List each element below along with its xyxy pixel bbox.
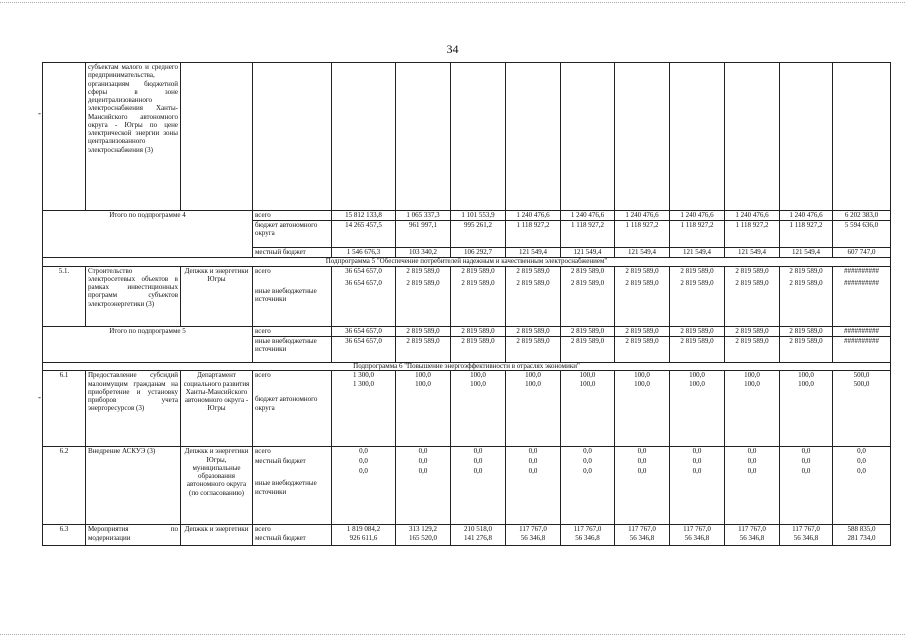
value-cell: 36 654 657,0 <box>332 336 396 362</box>
value-cell: 117 767,0 56 346,8 <box>615 525 670 546</box>
value-cell: 1 240 476,6 <box>725 211 780 221</box>
value-cell: 1 118 927,2 <box>725 221 780 248</box>
value-cell: 117 767,0 56 346,8 <box>725 525 780 546</box>
value-cell: 103 340,2 <box>396 248 451 258</box>
value-cell: 106 292,7 <box>451 248 506 258</box>
value-cell: 2 819 589,0 <box>561 326 615 336</box>
source-label: иные внебюджетные источники <box>255 479 317 496</box>
value-cell: ########## ########## <box>833 266 891 326</box>
value-cell: 100,0 100,0 <box>725 371 780 447</box>
value-cell: 100,0 100,0 <box>451 371 506 447</box>
total-label: Итого по подпрограмме 4 <box>43 211 253 258</box>
value-cell: 100,0 100,0 <box>506 371 561 447</box>
executor-cell: Депжкк и энергетики <box>181 525 253 546</box>
value-cell: 2 819 589,0 <box>506 336 561 362</box>
value-cell: ########## <box>833 336 891 362</box>
value-cell: 0,0 0,0 0,0 <box>561 447 615 525</box>
scan-edge-bottom <box>0 634 905 636</box>
value-cell: 2 819 589,0 2 819 589,0 <box>780 266 833 326</box>
activity-name: Строительство электросетевых объектов в рамках инвестиционных программ субъектов электроэнергетики (3) <box>86 266 181 326</box>
source-label: местный бюджет <box>255 457 306 466</box>
value-cell: 121 549,4 <box>561 248 615 258</box>
value-cell: 0,0 0,0 0,0 <box>670 447 725 525</box>
table-row <box>43 371 891 447</box>
value-cell: 6 202 383,0 <box>833 211 891 221</box>
source-cell <box>253 266 332 326</box>
value-cell: 313 129,2 165 520,0 <box>396 525 451 546</box>
value-cell: 0,0 0,0 0,0 <box>833 447 891 525</box>
activity-name: Мероприятия по модернизации <box>86 525 181 546</box>
value-cell: 5 594 636,0 <box>833 221 891 248</box>
value-cell: 121 549,4 <box>780 248 833 258</box>
source-cell: всего <box>253 326 332 336</box>
value-cell: 117 767,0 56 346,8 <box>780 525 833 546</box>
scan-edge-top <box>0 2 905 4</box>
source-cell: иные внебюджетные источники <box>253 336 332 362</box>
value-cell: 100,0 100,0 <box>396 371 451 447</box>
table-row <box>43 258 891 267</box>
activity-name: Предоставление субсидий малоимущим гражданам на приобретение и установку приборов учета энергоресурсов (3) <box>86 371 181 447</box>
value-cell: 15 812 133,8 <box>332 211 396 221</box>
value-cell: 2 819 589,0 <box>506 326 561 336</box>
value-cell: ########## <box>833 326 891 336</box>
source-label: всего <box>255 266 271 275</box>
value-cell: 1 819 084,2 926 611,6 <box>332 525 396 546</box>
table-row <box>43 525 891 546</box>
value-cell: 2 819 589,0 <box>615 326 670 336</box>
value-cell: 0,0 0,0 0,0 <box>451 447 506 525</box>
value-cell: 2 819 589,0 2 819 589,0 <box>561 266 615 326</box>
value-cell: 2 819 589,0 <box>451 336 506 362</box>
value-cell: 2 819 589,0 <box>670 326 725 336</box>
value-cell: 100,0 100,0 <box>780 371 833 447</box>
total-label: Итого по подпрограмме 5 <box>43 326 253 362</box>
value-cell: 2 819 589,0 <box>725 326 780 336</box>
source-label: бюджет автономного округа <box>255 395 318 412</box>
source-cell: местный бюджет <box>253 248 332 258</box>
code-cell: 6.1 <box>43 371 86 447</box>
value-cell: 2 819 589,0 <box>396 336 451 362</box>
source-cell <box>253 63 332 211</box>
value-cell: 1 240 476,6 <box>561 211 615 221</box>
value-cell: 2 819 589,0 <box>561 336 615 362</box>
value-cell: 1 240 476,6 <box>615 211 670 221</box>
value-cell: 2 819 589,0 2 819 589,0 <box>670 266 725 326</box>
value-cell: 100,0 100,0 <box>670 371 725 447</box>
table-row <box>43 266 891 326</box>
value-cell: 2 819 589,0 <box>725 336 780 362</box>
value-cell: 0,0 0,0 0,0 <box>615 447 670 525</box>
value-cell: 121 549,4 <box>670 248 725 258</box>
value-cell: 607 747,0 <box>833 248 891 258</box>
source-label: всего <box>255 371 271 380</box>
value-cell: 0,0 0,0 0,0 <box>506 447 561 525</box>
value-cell: 0,0 0,0 0,0 <box>332 447 396 525</box>
budget-table <box>42 62 891 546</box>
executor-cell <box>181 63 253 211</box>
value-cell: 1 240 476,6 <box>670 211 725 221</box>
value-cell: 2 819 589,0 <box>615 336 670 362</box>
value-cell: 2 819 589,0 2 819 589,0 <box>615 266 670 326</box>
value-cell: 117 767,0 56 346,8 <box>561 525 615 546</box>
value-cell: 1 118 927,2 <box>506 221 561 248</box>
value-cell: 2 819 589,0 <box>780 336 833 362</box>
value-cell: 995 261,2 <box>451 221 506 248</box>
table-row <box>43 211 891 221</box>
value-cell: 14 265 457,5 <box>332 221 396 248</box>
subprogram-title: Подпрограмма 6 "Повышение энергоэффективности в отраслях экономики" <box>43 362 891 371</box>
source-cell: всего <box>253 211 332 221</box>
value-cell: 1 101 553,9 <box>451 211 506 221</box>
value-cell: 121 549,4 <box>615 248 670 258</box>
value-cell: 2 819 589,0 2 819 589,0 <box>451 266 506 326</box>
value-cell: 210 518,0 141 276,8 <box>451 525 506 546</box>
subprogram-title: Подпрограмма 5 "Обеспечение потребителей надежным и качественным электроснабжением" <box>43 258 891 267</box>
value-cell: 1 118 927,2 <box>561 221 615 248</box>
value-cell: 36 654 657,0 36 654 657,0 <box>332 266 396 326</box>
value-cell: 36 654 657,0 <box>332 326 396 336</box>
executor-cell: Депжкк и энергетики Югры, муниципальные образования автономного округа (по согласованию) <box>181 447 253 525</box>
value-cell: 100,0 100,0 <box>615 371 670 447</box>
code-cell: 6.2 <box>43 447 86 525</box>
activity-name: субъектам малого и среднего предпринимательства, организациям бюджетной сферы в зоне децентрализованного электроснабжения Ханты-Мансийского автономного округа - Югры по цене электрической энергии зоны централизованного электроснабжения (3) <box>86 63 181 211</box>
executor-cell: Департамент социального развития Ханты-Мансийского автономного округа - Югры <box>181 371 253 447</box>
value-cell: 0,0 0,0 0,0 <box>396 447 451 525</box>
value-cell: 1 240 476,6 <box>780 211 833 221</box>
value-cell: 121 549,4 <box>725 248 780 258</box>
value-cell: 2 819 589,0 <box>451 326 506 336</box>
source-label: местный бюджет <box>255 533 306 542</box>
value-cell: 961 997,1 <box>396 221 451 248</box>
value-cell: 1 546 676,3 <box>332 248 396 258</box>
source-cell <box>253 371 332 447</box>
value-cell: 500,0 500,0 <box>833 371 891 447</box>
value-cell: 2 819 589,0 2 819 589,0 <box>725 266 780 326</box>
source-label: иные внебюджетные источники <box>255 286 317 303</box>
value-cell: 121 549,4 <box>506 248 561 258</box>
value-cell: 1 118 927,2 <box>670 221 725 248</box>
value-cell: 2 819 589,0 <box>780 326 833 336</box>
table-row <box>43 362 891 371</box>
value-cell: 0,0 0,0 0,0 <box>725 447 780 525</box>
code-cell <box>43 63 86 211</box>
value-cell: 2 819 589,0 <box>396 326 451 336</box>
source-label: всего <box>255 525 271 534</box>
code-cell: 5.1. <box>43 266 86 326</box>
code-cell: 6.3 <box>43 525 86 546</box>
activity-name: Внедрение АСКУЭ (3) <box>86 447 181 525</box>
value-cell: 2 819 589,0 2 819 589,0 <box>396 266 451 326</box>
value-cell: 2 819 589,0 2 819 589,0 <box>506 266 561 326</box>
margin-mark: - <box>38 108 41 118</box>
value-cell: 1 240 476,6 <box>506 211 561 221</box>
source-cell: бюджет автономного округа <box>253 221 332 248</box>
table-row <box>43 447 891 525</box>
value-cell: 117 767,0 56 346,8 <box>506 525 561 546</box>
value-cell: 1 300,0 1 300,0 <box>332 371 396 447</box>
page-number: 34 <box>446 42 459 56</box>
value-cell: 1 065 337,3 <box>396 211 451 221</box>
value-cell: 2 819 589,0 <box>670 336 725 362</box>
table-row <box>43 326 891 336</box>
value-cell: 0,0 0,0 0,0 <box>780 447 833 525</box>
executor-cell: Депжкк и энергетики Югры <box>181 266 253 326</box>
value-cell: 1 118 927,2 <box>615 221 670 248</box>
source-cell <box>253 447 332 525</box>
value-cell: 588 835,0 281 734,0 <box>833 525 891 546</box>
table-row <box>43 63 891 211</box>
margin-mark: - <box>38 392 41 402</box>
source-cell <box>253 525 332 546</box>
source-label: всего <box>255 447 271 456</box>
value-cell: 117 767,0 56 346,8 <box>670 525 725 546</box>
value-cell: 1 118 927,2 <box>780 221 833 248</box>
value-cell: 100,0 100,0 <box>561 371 615 447</box>
